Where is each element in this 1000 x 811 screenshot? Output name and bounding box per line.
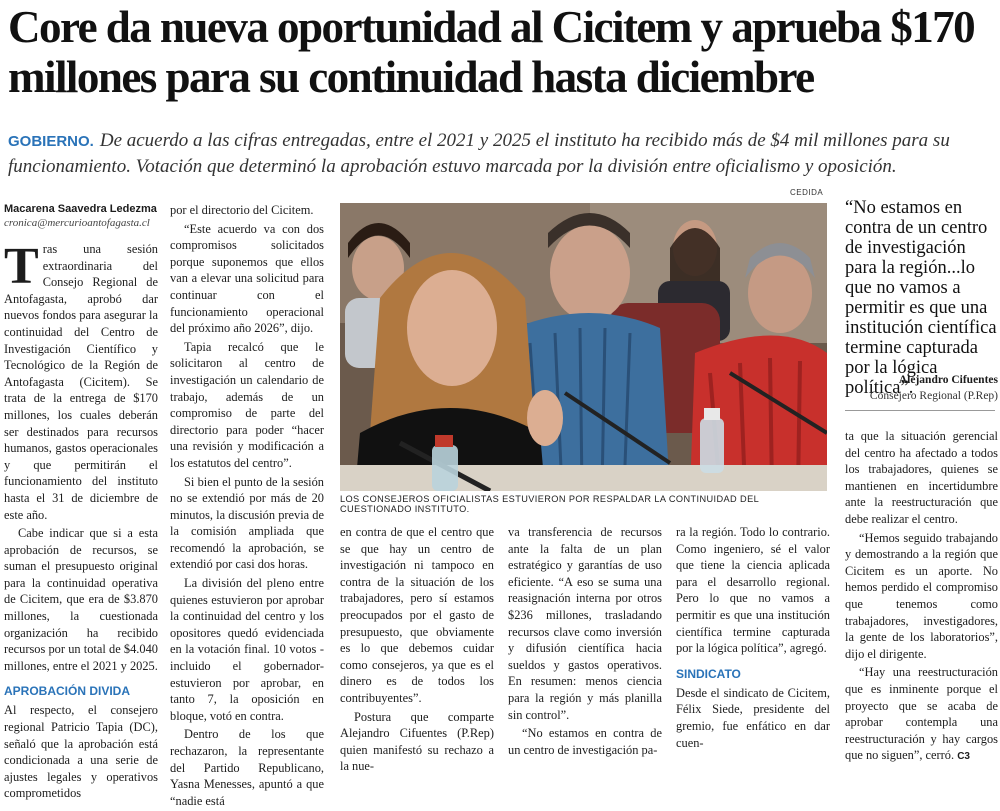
subhead-aprobacion: APROBACIÓN DIVIDA	[4, 684, 131, 699]
subhead-sindicato: SINDICATO	[676, 666, 741, 681]
paragraph-text: ras una sesión extraordinaria del Consejo Regional de Antofagasta, aprobó dar nuevos fondos para asegurar la continuidad del Centro de Investigación Científico y Tecnológico de la Región de Antofagasta (Cicitem). Se trata de la entrega de $170 millones, los cuales deberán ser destinados para recursos humanos, gastos operacionales y que permitirán el funcionamiento del instituto hasta el 31 de diciembre de este año.	[4, 242, 158, 522]
paragraph: ta que la situación gerencial del centro ha afectado a todos los trabajadores, quienes se mantienen en incertidumbre ante la reestructuración que debe realizar el centro.	[845, 429, 998, 526]
paragraph-text: “Hay una reestructuración que es inminente porque el proyecto que se acaba de aprobar contempla una reestructuración y hay cargos que no siguen”, cerró.	[845, 665, 998, 763]
pull-quote-role: Consejero Regional (P.Rep)	[869, 390, 998, 402]
drop-cap: T	[4, 238, 39, 295]
paragraph: Al respecto, el consejero regional Patricio Tapia (DC), señaló que la aprobación está condicionada a una serie de ajustes legales y operativos comprometidos	[4, 703, 158, 801]
paragraph: “Hemos seguido trabajando y demostrando a la región que Cicitem es un aporte. No hemos perdido el compromiso que tenemos como trabajadores, investigadores, la gente de los laboratorios”, dijo el dirigente.	[845, 530, 998, 661]
paragraph: Tapia recalcó que le solicitaron al centro de investigación un calendario de trabajo, además de un compromiso de parte del directorio para poder “hacer una revisión y modificación a los estatutos del centro”.	[170, 339, 324, 470]
paragraph: “No estamos en contra de un centro de investigación pa-	[508, 726, 662, 757]
byline-author: Macarena Saavedra Ledezma	[4, 203, 157, 215]
paragraph: “Este acuerdo va con dos compromisos solicitados porque suponemos que ellos van a elevar una solicitud para continuar con el funcionamiento operacional del próximo año 2026”, dijo.	[170, 221, 324, 336]
pull-quote: “No estamos en contra de un centro de investigación para la región...lo que no vamos a permitir es que una institución científica termine capturada por la lógica política”.	[845, 198, 997, 398]
column-2	[170, 202, 324, 811]
photo-caption: LOS CONSEJEROS OFICIALISTAS ESTUVIERON POR RESPALDAR LA CONTINUIDAD DEL CUESTIONADO INSTITUTO.	[340, 494, 759, 514]
pull-quote-attribution	[845, 372, 998, 404]
paragraph: por el directorio del Cicitem.	[170, 203, 314, 217]
headline: Core da nueva oportunidad al Cicitem y aprueba $170 millones para su continuidad hasta diciembre	[8, 1, 975, 102]
paragraph: va transferencia de recursos ante la falta de un plan estratégico y garantías de uso eficiente. “A eso se suma una reasignación interna por otros $236 millones, trasladando recursos clave como inversión y difusión científica hacia sueldos y gastos operativos. En resumen: menos ciencia para la región y más planilla sin control”.	[508, 525, 662, 722]
news-photo	[340, 203, 827, 491]
column-3	[340, 524, 494, 777]
paragraph: en contra de que el centro que se que hay un centro de investigación ni tampoco en contra de la situación de los trabajadores, pero sí estamos preocupados por el gasto de presupuesto, que obviamente es lo que debemos cuidar como consejeros, ya que es el dinero es de todos los contribuyentes”.	[340, 525, 494, 705]
paragraph: Cabe indicar que si a esta aprobación de recursos, se suman el presupuesto original para la continuidad operativa de Cicitem, que era de $3.870 millones, la cuestionada organización ha recibido recursos por un total de $4.040 millones, entre el 2021 y 2025.	[4, 526, 158, 673]
column-4	[508, 524, 662, 760]
pull-quote-author: Alejandro Cifuentes	[898, 374, 998, 386]
deck-text: De acuerdo a las cifras entregadas, entre el 2021 y 2025 el instituto ha recibido más de $4 mil millones para su funcionamiento. Votación que determinó la aprobación estuvo marcada por la división entre oficialismo y oposición.	[8, 130, 950, 177]
column-1	[4, 202, 158, 804]
byline-email[interactable]: cronica@mercurioantofagasta.cl	[4, 217, 150, 229]
paragraph	[845, 664, 998, 766]
deck	[8, 128, 993, 179]
deck-kicker: GOBIERNO.	[8, 133, 94, 150]
column-6	[845, 428, 998, 768]
paragraph: La división del pleno entre quienes estuvieron por aprobar la continuidad del centro y los opositores quedó evidenciada en la votación final. 10 votos -incluido el gobernador- estuvieron por aprobar, en tanto 7, la oposición en bloque, votó en contra.	[170, 576, 324, 723]
column-5	[676, 524, 830, 753]
paragraph: Postura que comparte Alejandro Cifuentes (P.Rep) quien manifestó su rechazo a la nue-	[340, 709, 494, 774]
divider	[845, 410, 995, 411]
photo-credit: CEDIDA	[790, 188, 824, 197]
paragraph: Si bien el punto de la sesión no se extendió por más de 20 minutos, la discusión previa de la comisión ampliada que recomendó la aprobación, se extendió por casi dos horas.	[170, 474, 324, 572]
paragraph: ra la región. Todo lo contrario. Como ingeniero, sé el valor que tiene la ciencia aplicada para el desarrollo regional. Pero lo que no vamos a permitir es que una institución científica termine capturada por la lógica política”, agregó.	[676, 525, 830, 656]
photo-illustration	[340, 203, 827, 491]
paragraph: Dentro de los que rechazaron, la representante del Partido Republicano, Yasna Menesses, apuntó a que “nadie está	[170, 727, 324, 808]
paragraph	[4, 238, 158, 523]
paragraph: Desde el sindicato de Cicitem, Félix Siede, presidente del gremio, fue enfático en dar cuen-	[676, 685, 830, 750]
end-mark: C3	[957, 751, 970, 763]
